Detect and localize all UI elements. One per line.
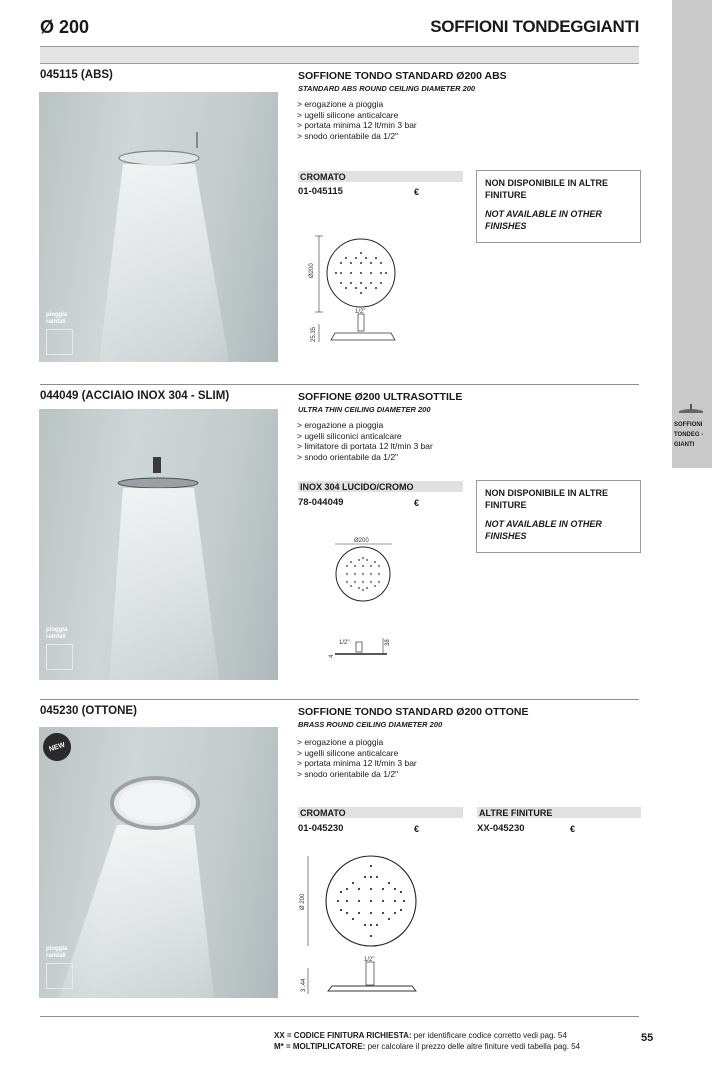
product-code: 045230 (OTTONE) — [40, 705, 137, 717]
section-divider — [40, 699, 639, 700]
notice-italian: NON DISPONIBILE IN ALTRE FINITURE — [485, 178, 609, 200]
feature-item: > portata minima 12 lt/min 3 bar — [297, 758, 417, 769]
finish-label: INOX 304 LUCIDO/CROMO — [298, 481, 463, 492]
page-section-title: Ø 200 — [40, 17, 90, 37]
footer-note-xx: XX = CODICE FINITURA RICHIESTA: per identificare codice corretto vedi pag. 54 — [274, 1031, 567, 1040]
product-title: SOFFIONE TONDO STANDARD Ø200 OTTONE — [298, 706, 529, 718]
feature-item: > erogazione a pioggia — [297, 99, 384, 109]
feature-item: > ugelli silicone anticalcare — [297, 109, 399, 120]
product-title: SOFFIONE TONDO STANDARD Ø200 ABS — [298, 70, 507, 82]
feature-item: > limitatore di portata 12 lt/min 3 bar — [297, 441, 433, 452]
shower-head-icon — [677, 404, 705, 414]
dim-thread: 1/2" — [364, 957, 375, 963]
product-subtitle: BRASS ROUND CEILING DIAMETER 200 — [298, 720, 443, 729]
availability-notice — [476, 480, 641, 553]
dim-thread: 1/2" — [355, 309, 366, 315]
dim-diameter: Ø200 — [309, 263, 315, 278]
side-tab-label: SOFFIONI TONDEG - GIANTI — [674, 422, 704, 448]
dim-thickness: 4 — [329, 654, 335, 658]
notice-english: NOT AVAILABLE IN OTHER FINISHES — [485, 209, 602, 231]
availability-notice — [476, 170, 641, 243]
new-badge: NEW — [39, 729, 74, 764]
article-code: 01-045115 — [298, 186, 343, 197]
rain-caption: pioggia rainfall — [46, 946, 68, 959]
feature-item: > ugelli siliconici anticalcare — [297, 430, 402, 441]
rain-caption: pioggia rainfall — [46, 312, 68, 325]
other-finishes-label: ALTRE FINITURE — [477, 807, 641, 818]
rainfall-icon — [46, 963, 73, 989]
product-photo — [39, 92, 278, 362]
product-code: 045115 (ABS) — [40, 69, 113, 81]
feature-item: > snodo orientabile da 1/2" — [297, 130, 399, 141]
feature-item: > erogazione a pioggia — [297, 420, 384, 430]
article-code: 78-044049 — [298, 497, 344, 508]
technical-drawing — [296, 848, 426, 998]
product-title: SOFFIONE Ø200 ULTRASOTTILE — [298, 391, 463, 403]
dim-height: 3 ,44 — [301, 978, 307, 992]
article-code: 01-045230 — [298, 823, 344, 834]
dim-height: 38 — [385, 639, 391, 646]
side-index-tab[interactable] — [672, 0, 712, 468]
shower-rain-image — [39, 92, 278, 362]
product-code: 044049 (ACCIAIO INOX 304 - SLIM) — [40, 390, 230, 402]
feature-item: > portata minima 12 lt/min 3 bar — [297, 120, 417, 131]
feature-item: > snodo orientabile da 1/2" — [297, 451, 399, 462]
technical-drawing — [325, 534, 405, 668]
feature-list — [297, 737, 417, 779]
product-subtitle: STANDARD ABS ROUND CEILING DIAMETER 200 — [298, 84, 476, 93]
footer-divider — [40, 1016, 639, 1017]
dim-height: 25,35 — [311, 326, 317, 342]
product-photo — [39, 409, 278, 680]
product-subtitle: ULTRA THIN CEILING DIAMETER 200 — [298, 405, 431, 414]
finish-label: CROMATO — [298, 807, 463, 818]
page-category-title: SOFFIONI TONDEGGIANTI — [430, 17, 639, 36]
rainfall-icon — [46, 329, 73, 355]
shower-rain-image — [39, 727, 278, 998]
price: € — [414, 824, 420, 834]
rain-caption: pioggia rainfall — [46, 627, 68, 640]
feature-item: > erogazione a pioggia — [297, 737, 384, 747]
feature-list — [297, 99, 417, 141]
price: € — [414, 498, 420, 508]
notice-italian: NON DISPONIBILE IN ALTRE FINITURE — [485, 488, 609, 510]
technical-drawing — [305, 230, 400, 348]
product-photo — [39, 727, 278, 998]
shower-rain-image — [39, 409, 278, 680]
feature-item: > snodo orientabile da 1/2" — [297, 768, 399, 779]
dim-thread: 1/2" — [339, 640, 350, 646]
other-article-code: XX-045230 — [477, 823, 525, 834]
feature-item: > ugelli silicone anticalcare — [297, 747, 399, 758]
header-bar — [40, 46, 639, 64]
dim-diameter: Ø200 — [354, 538, 369, 544]
finish-label: CROMATO — [298, 171, 463, 182]
section-divider — [40, 384, 639, 385]
price: € — [414, 187, 420, 197]
rainfall-icon — [46, 644, 73, 670]
feature-list — [297, 420, 433, 462]
footer-note-m: M* = MOLTIPLICATORE: per calcolare il prezzo delle altre finiture vedi tabella pag. 54 — [274, 1042, 581, 1051]
page-number: 55 — [641, 1032, 654, 1044]
other-price: € — [570, 824, 576, 834]
dim-diameter: Ø 200 — [300, 893, 306, 910]
notice-english: NOT AVAILABLE IN OTHER FINISHES — [485, 519, 602, 541]
